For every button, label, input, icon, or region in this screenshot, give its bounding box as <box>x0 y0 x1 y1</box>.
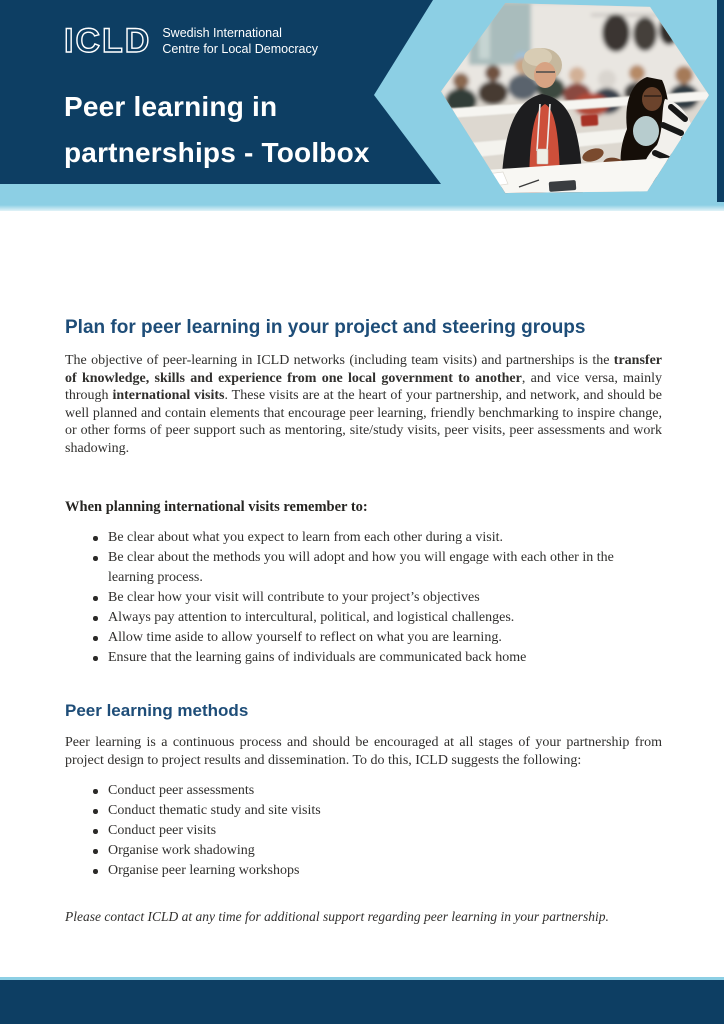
document-title-line2: partnerships - Toolbox <box>64 137 370 168</box>
icld-logo-text <box>162 24 318 57</box>
header-photo-illustration <box>441 3 709 195</box>
list-item: Conduct peer assessments <box>108 781 653 801</box>
text-segment-bold: transfer of knowledge, skills and experience from one local government to another <box>65 353 662 386</box>
contact-note: Please contact ICLD at any time for additional support regarding peer learning in your partnership. <box>65 909 609 924</box>
header-right-edge-strip <box>717 0 724 202</box>
methods-bullet-list <box>65 781 662 881</box>
text-segment-bold: international visits <box>112 388 225 403</box>
list-item: Ensure that the learning gains of individuals are communicated back home <box>108 648 653 668</box>
section1-subheading: When planning international visits remember to: <box>65 499 368 515</box>
icld-logo-mark: ICLD <box>64 22 152 60</box>
planning-bullet-list <box>65 528 662 668</box>
section1-heading: Plan for peer learning in your project and steering groups <box>65 317 586 338</box>
text-segment: , and vice versa, mainly through <box>65 370 663 403</box>
list-item: Organise work shadowing <box>108 841 653 861</box>
icld-logo <box>64 24 318 58</box>
text-segment: The objective of peer-learning in ICLD networks (including team visits) and partnerships is the <box>65 353 614 368</box>
section2-heading: Peer learning methods <box>65 701 249 720</box>
section2-paragraph: Peer learning is a continuous process and should be encouraged at all stages of your partnership from project design to project results and dissemination. To do this, ICLD suggests the following: <box>65 735 662 768</box>
list-item: Conduct peer visits <box>108 821 653 841</box>
document-title <box>64 84 370 176</box>
list-item: Be clear about what you expect to learn from each other during a visit. <box>108 528 653 548</box>
footer-navy-band <box>0 980 724 1024</box>
list-item: Organise peer learning workshops <box>108 861 653 881</box>
list-item: Be clear about the methods you will adopt and how you will engage with each other in the learning process. <box>108 548 653 588</box>
section1-intro-paragraph <box>65 352 662 457</box>
list-item: Be clear how your visit will contribute to your project’s objectives <box>108 588 653 608</box>
document-body <box>0 211 724 925</box>
icld-logo-text-line1: Swedish International <box>162 26 282 40</box>
list-item: Allow time aside to allow yourself to reflect on what you are learning. <box>108 628 653 648</box>
list-item: Conduct thematic study and site visits <box>108 801 653 821</box>
list-item: Always pay attention to intercultural, political, and logistical challenges. <box>108 608 653 628</box>
icld-logo-text-line2: Centre for Local Democracy <box>162 41 318 56</box>
text-segment: . These visits are at the heart of your partnership, and network, and should be well planned and contain elements that encourage peer learning, friendly benchmarking to inspire change, or other forms of peer support such as mentoring, site/study visits, peer visits, peer assessments and work shadowing. <box>65 388 662 456</box>
header-banner <box>0 0 724 211</box>
document-title-line1: Peer learning in <box>64 91 278 122</box>
header-photo <box>441 3 709 195</box>
